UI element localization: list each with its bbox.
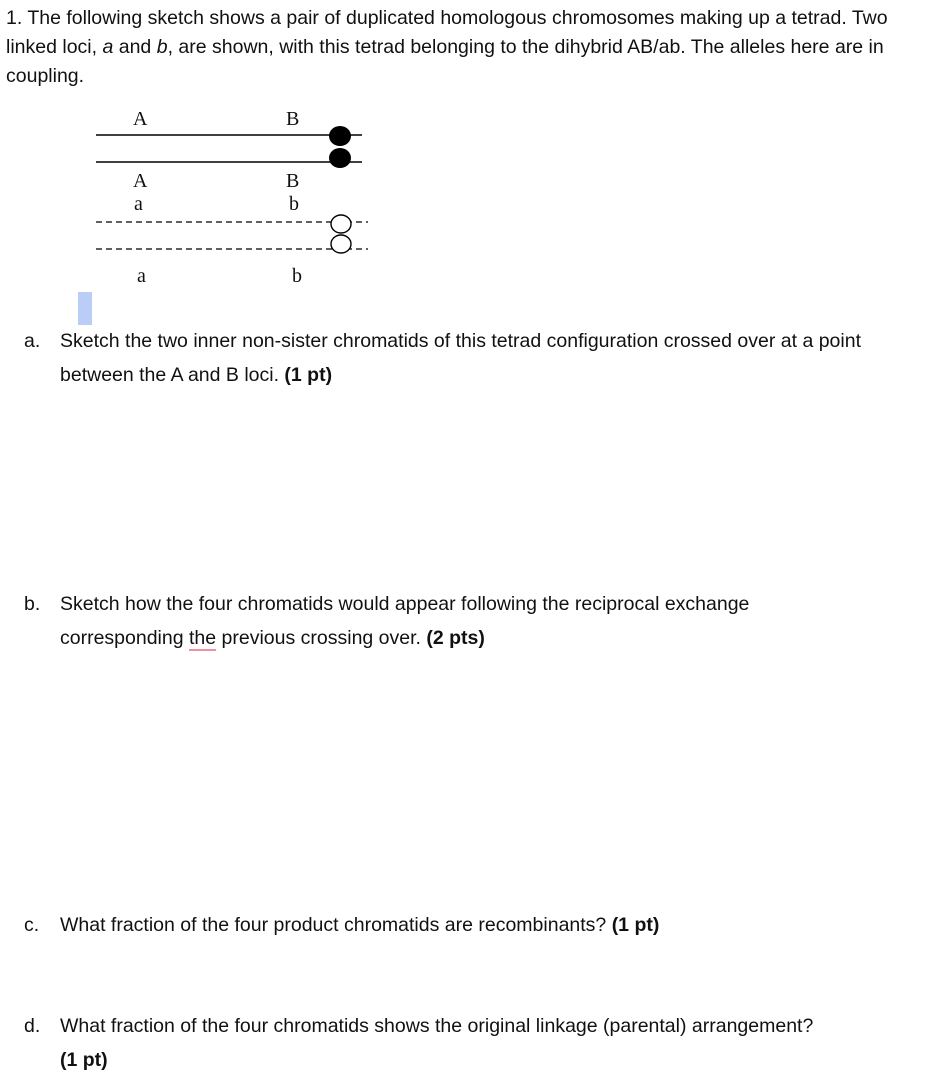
label-mid-A: A [133, 170, 148, 192]
intro-text-part1: The following sketch shows a pair of duplicated homologous chromosomes making up a tetrad. Two linked loci, [6, 7, 888, 58]
question-b-body [60, 587, 929, 655]
label-bottom-a: a [137, 265, 146, 287]
question-c [24, 908, 929, 942]
question-d-text: What fraction of the four chromatids shows the original linkage (parental) arrangement? [60, 1015, 814, 1037]
label-mid-a: a [134, 193, 143, 215]
question-b [24, 587, 929, 655]
tetrad-diagram [0, 100, 400, 300]
label-bottom-b: b [292, 265, 302, 287]
question-b-letter: b. [24, 593, 41, 615]
tetrad-figure [0, 100, 400, 300]
question-b-text-line1: Sketch how the four chromatids would appear following the reciprocal exchange [60, 593, 750, 615]
question-a-letter: a. [24, 330, 41, 352]
intro-paragraph [6, 4, 941, 91]
locus-a-italic: a [102, 36, 114, 58]
question-c-points: (1 pt) [611, 914, 660, 936]
question-a-text: Sketch the two inner non-sister chromatids of this tetrad configuration crossed over at a point between the A and B loci. [60, 330, 861, 386]
centromere-filled-bottom [329, 148, 351, 168]
question-d-letter: d. [24, 1015, 41, 1037]
question-c-letter: c. [24, 914, 40, 936]
centromere-filled-top [329, 126, 351, 146]
question-d-body [60, 1009, 929, 1077]
intro-text-part2: and [113, 36, 157, 58]
label-mid-b: b [289, 193, 299, 215]
question-c-body [60, 908, 929, 942]
question-a-body [60, 324, 929, 392]
question-b-text-after: previous crossing over. [216, 627, 427, 649]
label-top-B: B [286, 108, 300, 130]
centromere-open-top [331, 215, 351, 233]
intro-text-part3: , are shown, with this tetrad belonging to the dihybrid AB/ab. The alleles here are in coupling. [6, 36, 884, 87]
question-number: 1. [6, 7, 23, 29]
text-cursor-selection [78, 292, 92, 325]
question-c-text: What fraction of the four product chromatids are recombinants? [60, 914, 612, 936]
label-mid-B: B [286, 170, 300, 192]
question-b-points: (2 pts) [426, 627, 485, 649]
question-b-text-before: corresponding [60, 627, 189, 649]
locus-b-italic: b [156, 36, 168, 58]
spellcheck-underlined-word[interactable]: the [189, 627, 217, 649]
question-a-points: (1 pt) [284, 364, 333, 386]
label-top-A: A [133, 108, 148, 130]
question-d-points: (1 pt) [60, 1049, 108, 1071]
question-a [24, 324, 929, 392]
centromere-open-bottom [331, 235, 351, 253]
question-d [24, 1009, 929, 1077]
